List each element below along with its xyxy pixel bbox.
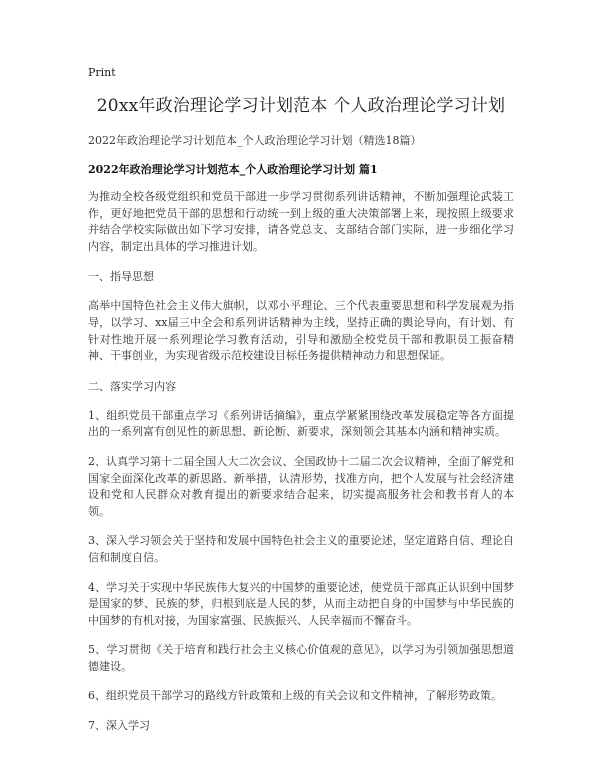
- list-item-2: 2、认真学习第十二届全国人大二次会议、全国政协十二届二次会议精神，全面了解党和国家全面深化改革的新思路、新举措，认清形势，找准方向，把个人发展与社会经济建设和党和人民群众对教育提出的新要求结合起来，切实提高服务社会和教书育人的本领。: [88, 454, 514, 518]
- article-heading: 2022年政治理论学习计划范本_个人政治理论学习计划 篇1: [88, 163, 378, 176]
- section-1-title: 一、指导思想: [88, 270, 154, 284]
- list-item-3: 3、深入学习领会关于坚持和发展中国特色社会主义的重要论述，坚定道路自信、理论自信和制度自信。: [88, 534, 514, 564]
- page-title: 20xx年政治理论学习计划范本 个人政治理论学习计划: [96, 96, 506, 116]
- print-link[interactable]: Print: [88, 66, 116, 79]
- list-item-4: 4、学习关于实现中华民族伟大复兴的中国梦的重要论述，使党员干部真正认识到中国梦是国家的梦、民族的梦，归根到底是人民的梦，从而主动把自身的中国梦与中华民族的中国梦的有机对接，为国家富强、民族振兴、人民幸福而不懈奋斗。: [88, 580, 514, 627]
- section-1-body: 高举中国特色社会主义伟大旗帜，以邓小平理论、三个代表重要思想和科学发展观为指导，以学习、xx届三中全会和系列讲话精神为主线，坚持正确的舆论导向，有计划、有针对性地开展一系列理论学习教育活动，引导和激励全校党员干部和教职员工振奋精神、干事创业，为实现省级示范校建设目标任务提供精神动力和思想保证。: [88, 299, 514, 363]
- intro-paragraph: 为推动全校各级党组织和党员干部进一步学习贯彻系列讲话精神，不断加强理论武装工作，更好地把党员干部的思想和行动统一到上级的重大决策部署上来，现按照上级要求并结合学校实际做出如下学习安排，请各党总支、支部结合部门实际，进一步细化学习内容，制定出具体的学习推进计划。: [88, 190, 514, 253]
- list-item-7: 7、深入学习: [88, 719, 150, 733]
- list-item-1: 1、组织党员干部重点学习《系列讲话摘编》，重点学紧紧围绕改革发展稳定等各方面提出的一系列富有创见性的新思想、新论断、新要求，深刻领会其基本内涵和精神实质。: [88, 408, 514, 439]
- list-item-6: 6、组织党员干部学习的路线方针政策和上级的有关会议和文件精神，了解形势政策。: [88, 689, 502, 703]
- document-subtitle: 2022年政治理论学习计划范本_个人政治理论学习计划（精选18篇）: [88, 134, 422, 147]
- section-2-title: 二、落实学习内容: [88, 379, 176, 393]
- list-item-5: 5、学习贯彻《关于培育和践行社会主义核心价值观的意见》，以学习为引领加强思想道德建设。: [88, 643, 514, 673]
